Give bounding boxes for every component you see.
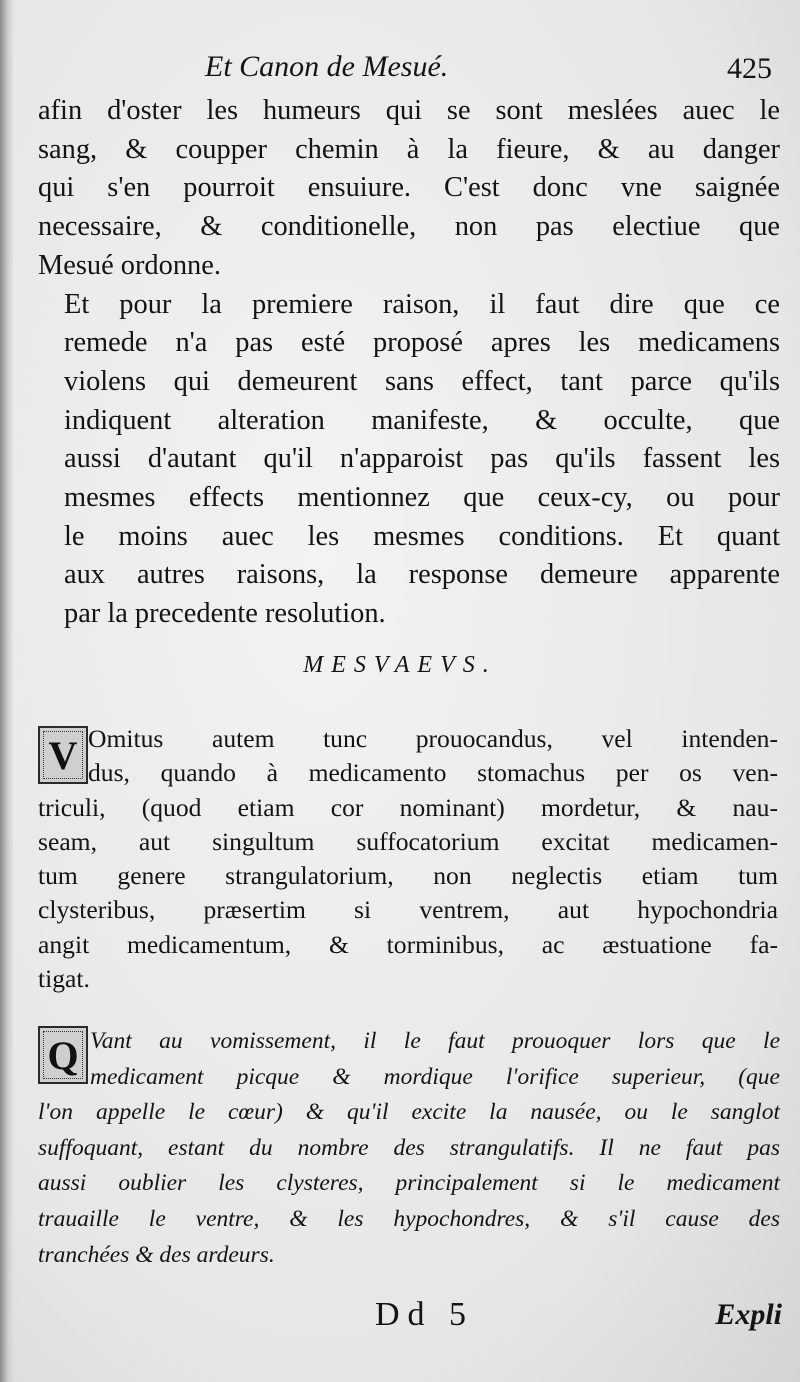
text-line: suffoquant, estant du nombre des strangulatifs. Il ne faut pas xyxy=(38,1134,780,1161)
text-line: angit medicamentum, & torminibus, ac æstuatione fa- xyxy=(38,929,778,959)
text-line: tigat. xyxy=(38,964,90,994)
text-line: sang, & coupper chemin à la fieure, & au danger xyxy=(38,133,780,165)
drop-cap-letter: V xyxy=(48,732,78,778)
text-line: aussi d'autant qu'il n'apparoist pas qu'ils fassent les xyxy=(64,443,780,475)
text-line: aux autres raisons, la response demeure apparente xyxy=(64,559,780,591)
text-line: Et pour la premiere raison, il faut dire que ce xyxy=(64,288,780,320)
text-line: remede n'a pas esté proposé apres les medicamens xyxy=(64,327,780,359)
signature-mark: Dd 5 xyxy=(375,1296,475,1333)
text-line: tranchées & des ardeurs. xyxy=(38,1241,275,1268)
text-line: tum genere strangulatorium, non neglectis etiam tum xyxy=(38,861,778,891)
text-line: seam, aut singultum suffocatorium excitat medicamen- xyxy=(38,826,778,856)
section-heading: MESVAEVS. xyxy=(303,652,497,678)
text-line: Omitus autem tunc prouocandus, vel intenden- xyxy=(88,724,778,753)
text-line: mesmes effects mentionnez que ceux-cy, ou pour xyxy=(64,482,780,514)
french-commentary xyxy=(38,92,780,634)
text-line: medicament picque & mordique l'orifice superieur, (que xyxy=(90,1063,780,1090)
text-line: Mesué ordonne. xyxy=(38,249,221,281)
text-line: clysteribus, præsertim si ventrem, aut hypochondria xyxy=(38,895,778,925)
paragraph-1 xyxy=(38,92,780,286)
running-title: Et Canon de Mesué. xyxy=(205,50,449,83)
page-edge-shadow xyxy=(0,0,14,1382)
text-line: triculi, (quod etiam cor nominant) mordetur, & nau- xyxy=(38,792,778,822)
text-line: par la precedente resolution. xyxy=(64,598,386,630)
text-line: afin d'oster les humeurs qui se sont meslées auec le xyxy=(38,95,780,126)
drop-cap-letter: Q xyxy=(47,1032,79,1078)
page-header xyxy=(0,50,800,90)
text-line: qui s'en pourroit ensuiure. C'est donc vne saignée xyxy=(38,172,780,204)
text-line: dus, quando à medicamento stomachus per os ven- xyxy=(88,758,778,788)
text-line: trauaille le ventre, & les hypochondres, & s'il cause des xyxy=(38,1205,780,1232)
catchword: Expli xyxy=(715,1298,782,1331)
latin-text-block xyxy=(38,722,778,996)
text-line: Vant au vomissement, il le faut prouoquer lors que le xyxy=(90,1028,780,1054)
text-line: necessaire, & conditionelle, non pas electiue que xyxy=(38,211,780,243)
text-line: le moins auec les mesmes conditions. Et quant xyxy=(64,520,780,552)
french-translation-block xyxy=(38,1024,780,1273)
paragraph-2 xyxy=(38,286,780,634)
text-line: violens qui demeurent sans effect, tant parce qu'ils xyxy=(64,365,780,397)
page-number: 425 xyxy=(727,52,772,85)
page-footer xyxy=(0,1296,800,1346)
text-line: indiquent alteration manifeste, & occulte, que xyxy=(64,404,780,436)
text-line: aussi oublier les clysteres, principalement si le medicament xyxy=(38,1170,780,1197)
text-line: l'on appelle le cœur) & qu'il excite la nausée, ou le sanglot xyxy=(38,1099,780,1126)
